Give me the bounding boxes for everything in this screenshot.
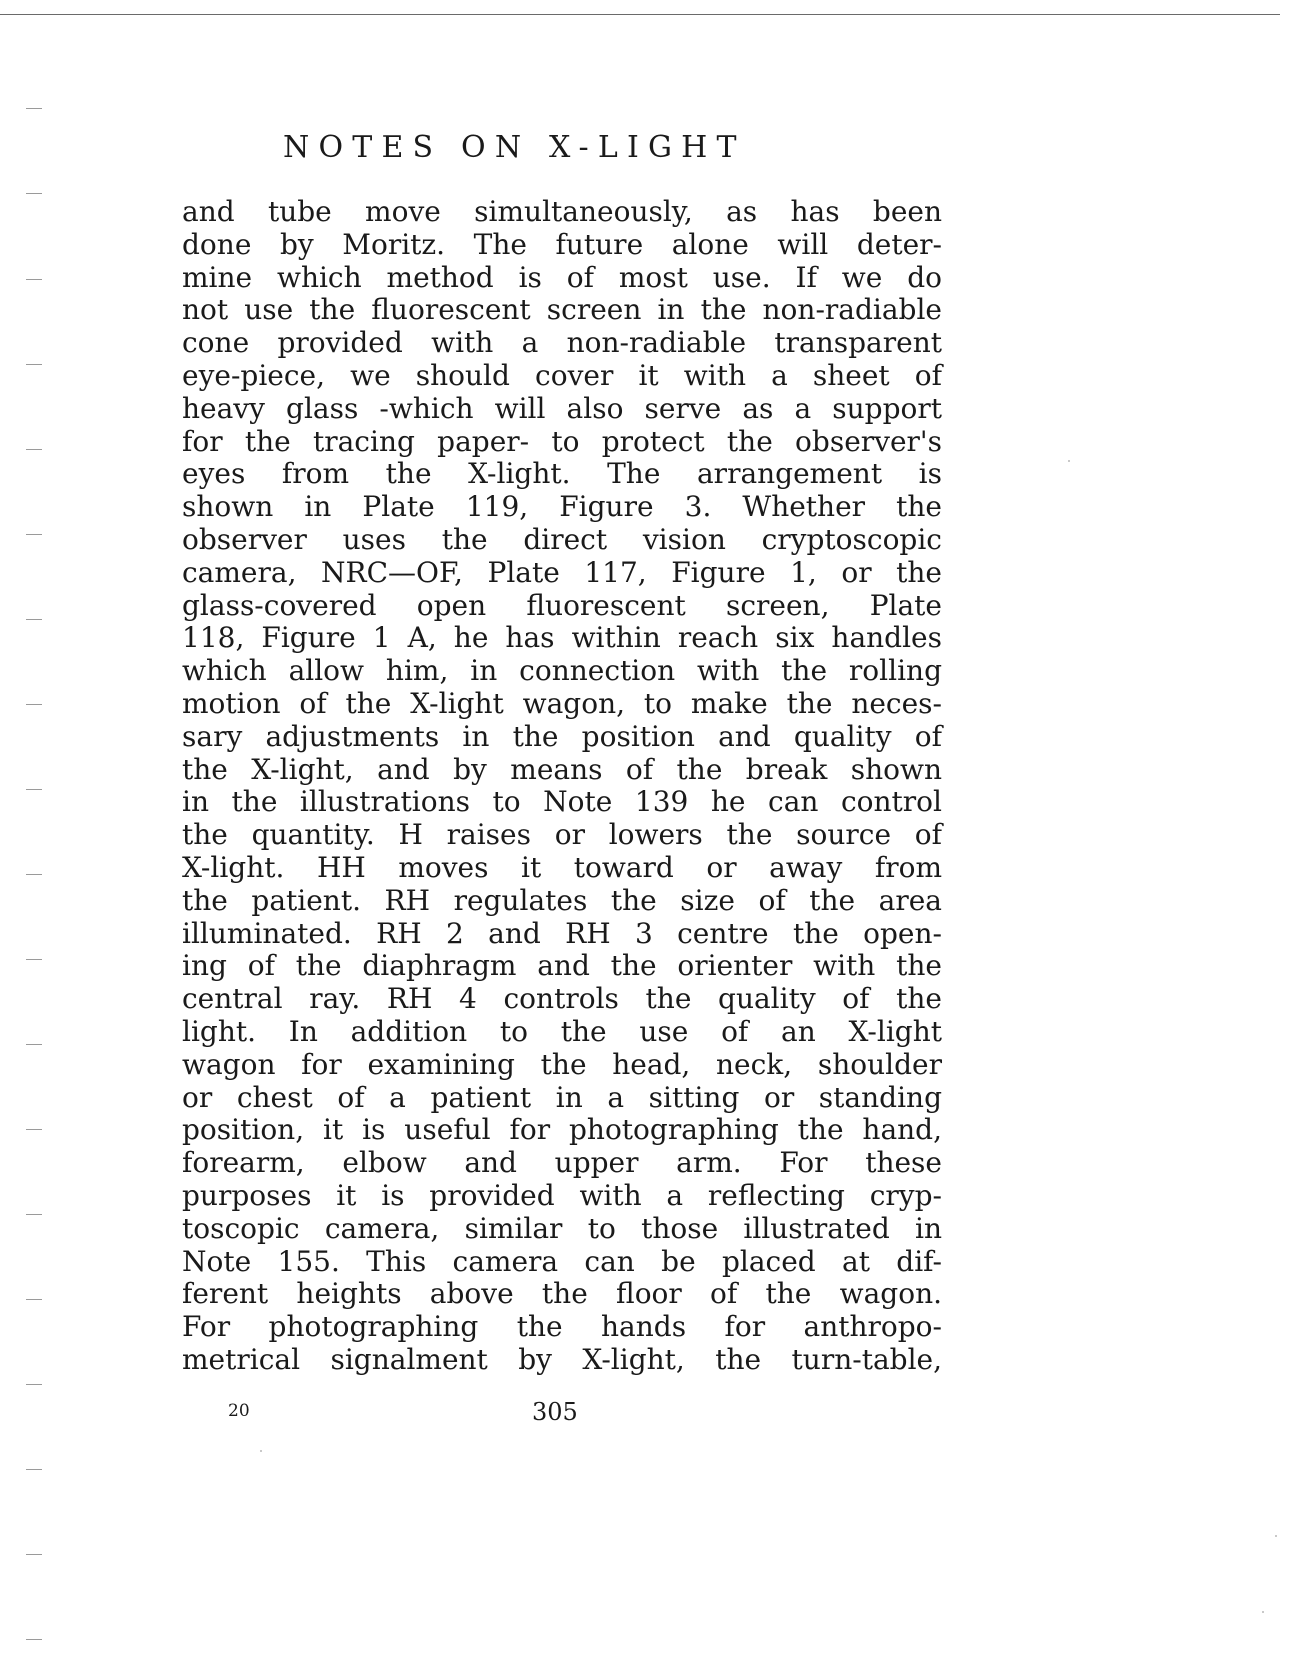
- scan-speck: [1068, 460, 1070, 462]
- text-line: metrical signalment by X-light, the turn-table,: [182, 1342, 942, 1376]
- margin-tick: [26, 1639, 42, 1640]
- margin-tick: [26, 193, 42, 194]
- margin-tick: [26, 789, 42, 790]
- text-line: camera, NRC—OF, Plate 117, Figure 1, or the: [182, 555, 942, 589]
- text-line: done by Moritz. The future alone will deter-: [182, 227, 942, 261]
- text-line: purposes it is provided with a reflecting cryp-: [182, 1178, 942, 1212]
- margin-tick: [26, 449, 42, 450]
- text-line: the X-light, and by means of the break shown: [182, 752, 942, 786]
- scan-speck: [260, 1450, 262, 1452]
- text-line: not use the fluorescent screen in the non-radiable: [182, 293, 942, 327]
- margin-tick: [26, 874, 42, 875]
- margin-tick: [26, 1469, 42, 1470]
- margin-tick: [26, 279, 42, 280]
- text-line: wagon for examining the head, neck, shoulder: [182, 1047, 942, 1081]
- text-line: toscopic camera, similar to those illustrated in: [182, 1211, 942, 1245]
- margin-tick-marks: [26, 0, 46, 1674]
- body-text: [182, 196, 942, 1377]
- text-line: 118, Figure 1 A, he has within reach six handles: [182, 621, 942, 655]
- margin-tick: [26, 959, 42, 960]
- text-line: position, it is useful for photographing the hand,: [182, 1113, 942, 1147]
- margin-tick: [26, 704, 42, 705]
- text-line: illuminated. RH 2 and RH 3 centre the open-: [182, 916, 942, 950]
- scan-speck: [1262, 1611, 1264, 1613]
- text-line: eye-piece, we should cover it with a sheet of: [182, 358, 942, 392]
- signature-mark: 20: [228, 1401, 250, 1421]
- text-line: in the illustrations to Note 139 he can control: [182, 785, 942, 819]
- page-number: 305: [532, 1398, 578, 1426]
- margin-tick: [26, 1129, 42, 1130]
- text-line: mine which method is of most use. If we do: [182, 260, 942, 294]
- text-line: central ray. RH 4 controls the quality of the: [182, 982, 942, 1016]
- margin-tick: [26, 108, 42, 109]
- text-line: Note 155. This camera can be placed at dif-: [182, 1244, 942, 1278]
- margin-tick: [26, 1384, 42, 1385]
- margin-tick: [26, 1044, 42, 1045]
- margin-tick: [26, 1214, 42, 1215]
- text-line: cone provided with a non-radiable transparent: [182, 326, 942, 360]
- text-line: eyes from the X-light. The arrangement is: [182, 457, 942, 491]
- text-line: light. In addition to the use of an X-light: [182, 1014, 942, 1048]
- margin-tick: [26, 1299, 42, 1300]
- text-line: shown in Plate 119, Figure 3. Whether the: [182, 490, 942, 524]
- margin-tick: [26, 364, 42, 365]
- text-line: glass-covered open fluorescent screen, Plate: [182, 588, 942, 622]
- margin-tick: [26, 619, 42, 620]
- text-line: ferent heights above the floor of the wagon.: [182, 1277, 942, 1311]
- text-line: observer uses the direct vision cryptoscopic: [182, 522, 942, 556]
- scan-speck: [1275, 1535, 1277, 1537]
- text-line: motion of the X-light wagon, to make the neces-: [182, 686, 942, 720]
- text-line: or chest of a patient in a sitting or standing: [182, 1080, 942, 1114]
- margin-tick: [26, 534, 42, 535]
- text-line: For photographing the hands for anthropo-: [182, 1310, 942, 1344]
- text-line: for the tracing paper- to protect the observer's: [182, 424, 942, 458]
- text-line: the patient. RH regulates the size of the area: [182, 883, 942, 917]
- text-line: and tube move simultaneously, as has been: [182, 195, 942, 228]
- text-line: sary adjustments in the position and quality of: [182, 719, 942, 753]
- margin-tick: [26, 1554, 42, 1555]
- text-line: which allow him, in connection with the rolling: [182, 654, 942, 688]
- text-line: heavy glass -which will also serve as a support: [182, 391, 942, 425]
- top-scan-rule: [0, 14, 1280, 15]
- text-line: the quantity. H raises or lowers the source of: [182, 818, 942, 852]
- text-line: ing of the diaphragm and the orienter with the: [182, 949, 942, 983]
- text-line: X-light. HH moves it toward or away from: [182, 850, 942, 884]
- text-line: forearm, elbow and upper arm. For these: [182, 1146, 942, 1180]
- page-title: NOTES ON X-LIGHT: [283, 130, 746, 165]
